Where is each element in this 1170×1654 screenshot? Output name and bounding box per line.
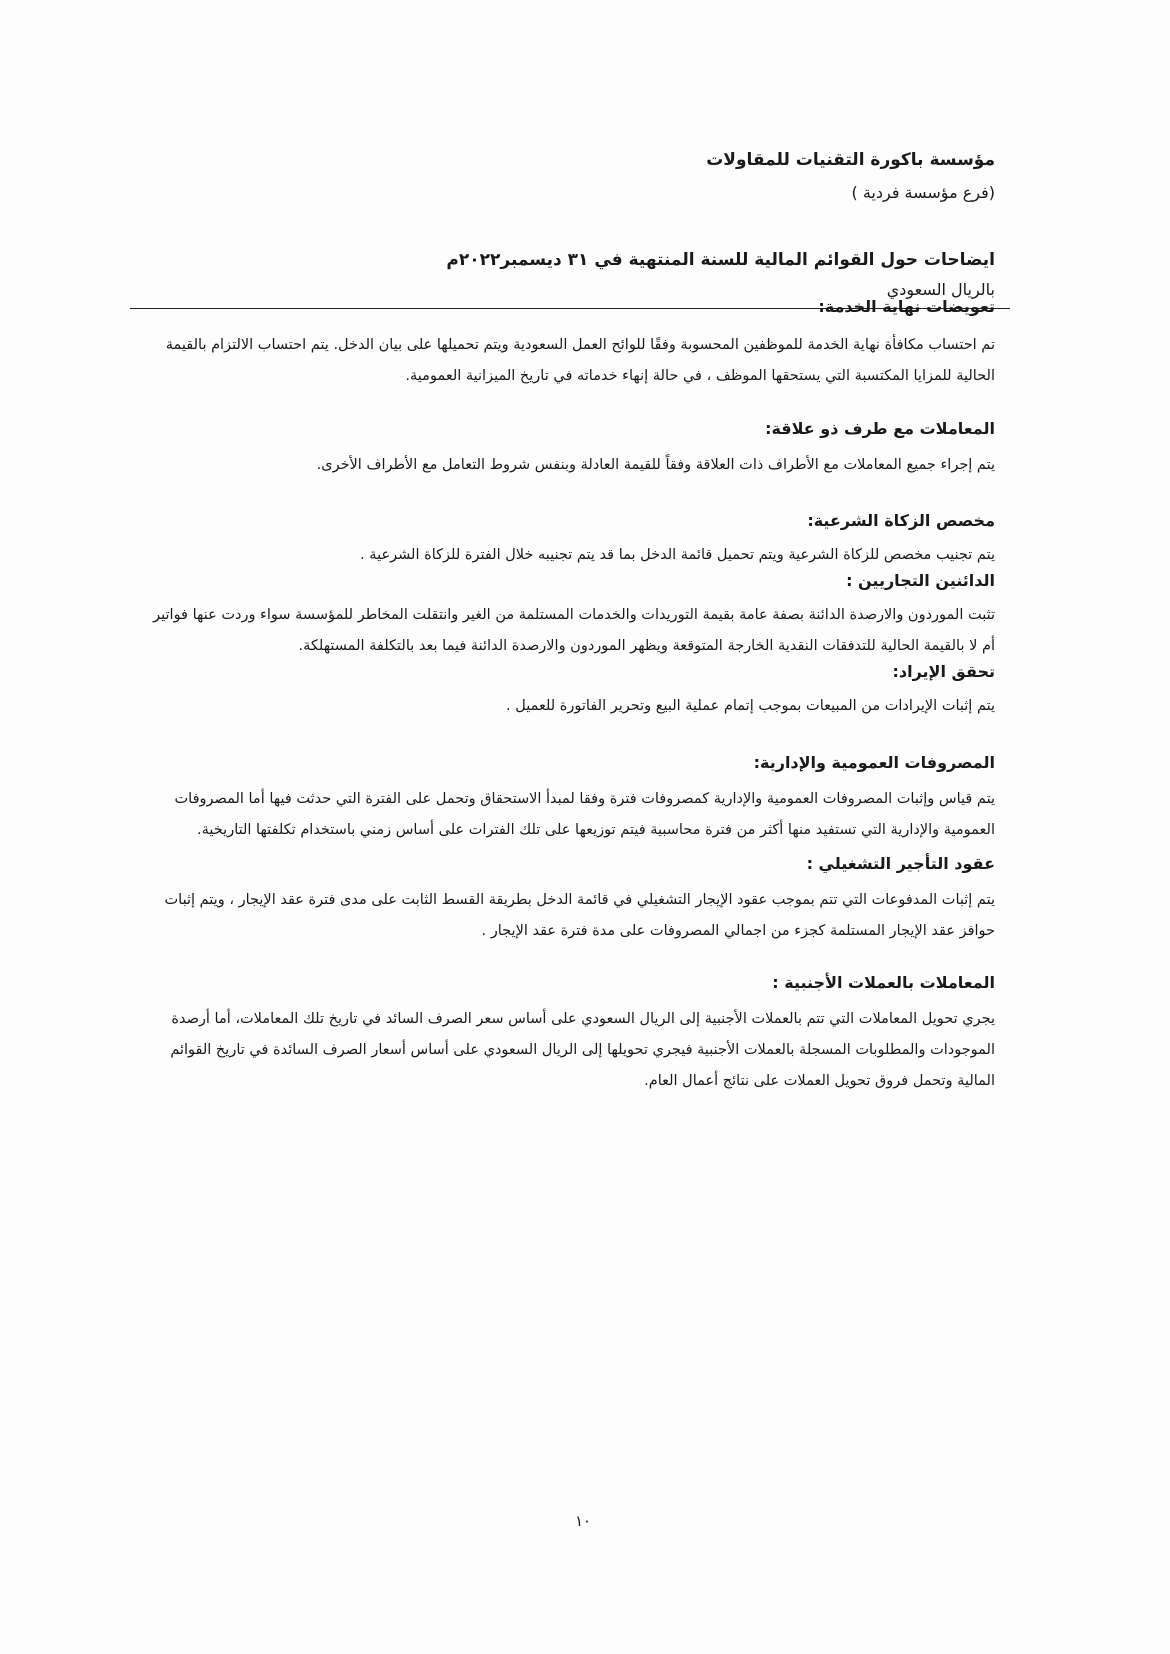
section-text: يتم قياس وإثبات المصروفات العمومية والإدارية كمصروفات فترة وفقا لمبدأ الاستحقاق وتحمل على الفترة التي حدثت فيها أما المصروفات العمومية والإدارية التي تستفيد منها أكثر من فترة محاسبية فيتم توزيعها على تلك الفترات على أساس زمني باستخدام تكلفتها التاريخية. <box>174 791 995 838</box>
section-revenue-recognition <box>150 661 995 722</box>
section-text: يتم إثبات الإيرادات من المبيعات بموجب إتمام عملية البيع وتحرير الفاتورة للعميل . <box>506 698 995 714</box>
section-operating-leases <box>150 853 995 947</box>
section-heading: تحقق الإيراد: <box>892 662 995 681</box>
section-heading: الدائنين التجاريين : <box>846 571 995 590</box>
section-heading: المعاملات بالعملات الأجنبية : <box>772 973 995 992</box>
section-heading: عقود التأجير التشغيلي : <box>806 854 995 873</box>
section-heading: مخصص الزكاة الشرعية: <box>807 511 995 530</box>
section-text: تثبت الموردون والارصدة الدائنة بصفة عامة بقيمة التوريدات والخدمات المستلمة من الغير وانتقلت المخاطر للمؤسسة سواء وردت عنها فواتير أم لا بالقيمة الحالية للتدفقات النقدية الخارجة المتوقعة ويظهر الموردون والارصدة الدائنة فيما بعد بالتكلفة المستهلكة. <box>153 607 995 654</box>
currency-note: بالريال السعودي <box>886 280 995 299</box>
section-general-admin-expenses <box>150 752 995 846</box>
section-text: يتم إثبات المدفوعات التي تتم بموجب عقود الإيجار التشغيلي في قائمة الدخل بطريقة القسط الثابت على مدى فترة عقد الإيجار ، ويتم إثبات حوافز عقد الإيجار المستلمة كجزء من اجمالي المصروفات على مدة فترة عقد الإيجار . <box>164 892 995 939</box>
document-title: ايضاحات حول القوائم المالية للسنة المنتهية في ٣١ ديسمبر٢٠٢٢م <box>446 250 995 270</box>
page-number: ١٠ <box>575 1512 592 1530</box>
section-heading: المصروفات العمومية والإدارية: <box>753 753 995 772</box>
section-heading: تعويضات نهاية الخدمة: <box>818 297 995 316</box>
section-end-of-service <box>150 296 995 392</box>
section-zakat <box>150 510 995 571</box>
section-related-party <box>150 418 995 481</box>
section-text: تم احتساب مكافأة نهاية الخدمة للموظفين المحسوبة وفقًا للوائح العمل السعودية ويتم تحميلها على بيان الدخل. يتم احتساب الالتزام بالقيمة الحالية للمزايا المكتسبة التي يستحقها الموظف ، في حالة إنهاء خدماته في تاريخ الميزانية العمومية. <box>165 337 995 384</box>
section-text: يتم تجنيب مخصص للزكاة الشرعية ويتم تحميل قائمة الدخل بما قد يتم تجنيبه خلال الفترة للزكاة الشرعية . <box>360 547 995 563</box>
section-trade-payables <box>150 570 995 662</box>
company-name: مؤسسة باكورة التقنيات للمقاولات <box>706 150 995 170</box>
company-subtitle: (فرع مؤسسة فردية ) <box>851 183 995 202</box>
section-text: يجري تحويل المعاملات التي تتم بالعملات الأجنبية إلى الريال السعودي على أساس سعر الصرف السائد في تاريخ تلك المعاملات، أما أرصدة الموجودات والمطلوبات المسجلة بالعملات الأجنبية فيجري تحويلها إلى الريال السعودي على أساس أسعار الصرف السائدة في تاريخ القوائم المالية وتحمل فروق تحويل العملات على نتائج أعمال العام. <box>170 1011 995 1089</box>
section-heading: المعاملات مع طرف ذو علاقة: <box>765 419 995 438</box>
section-foreign-currency <box>150 972 995 1097</box>
section-text: يتم إجراء جميع المعاملات مع الأطراف ذات العلاقة وفقاً للقيمة العادلة وبنفس شروط التعامل مع الأطراف الأخرى. <box>316 457 995 473</box>
